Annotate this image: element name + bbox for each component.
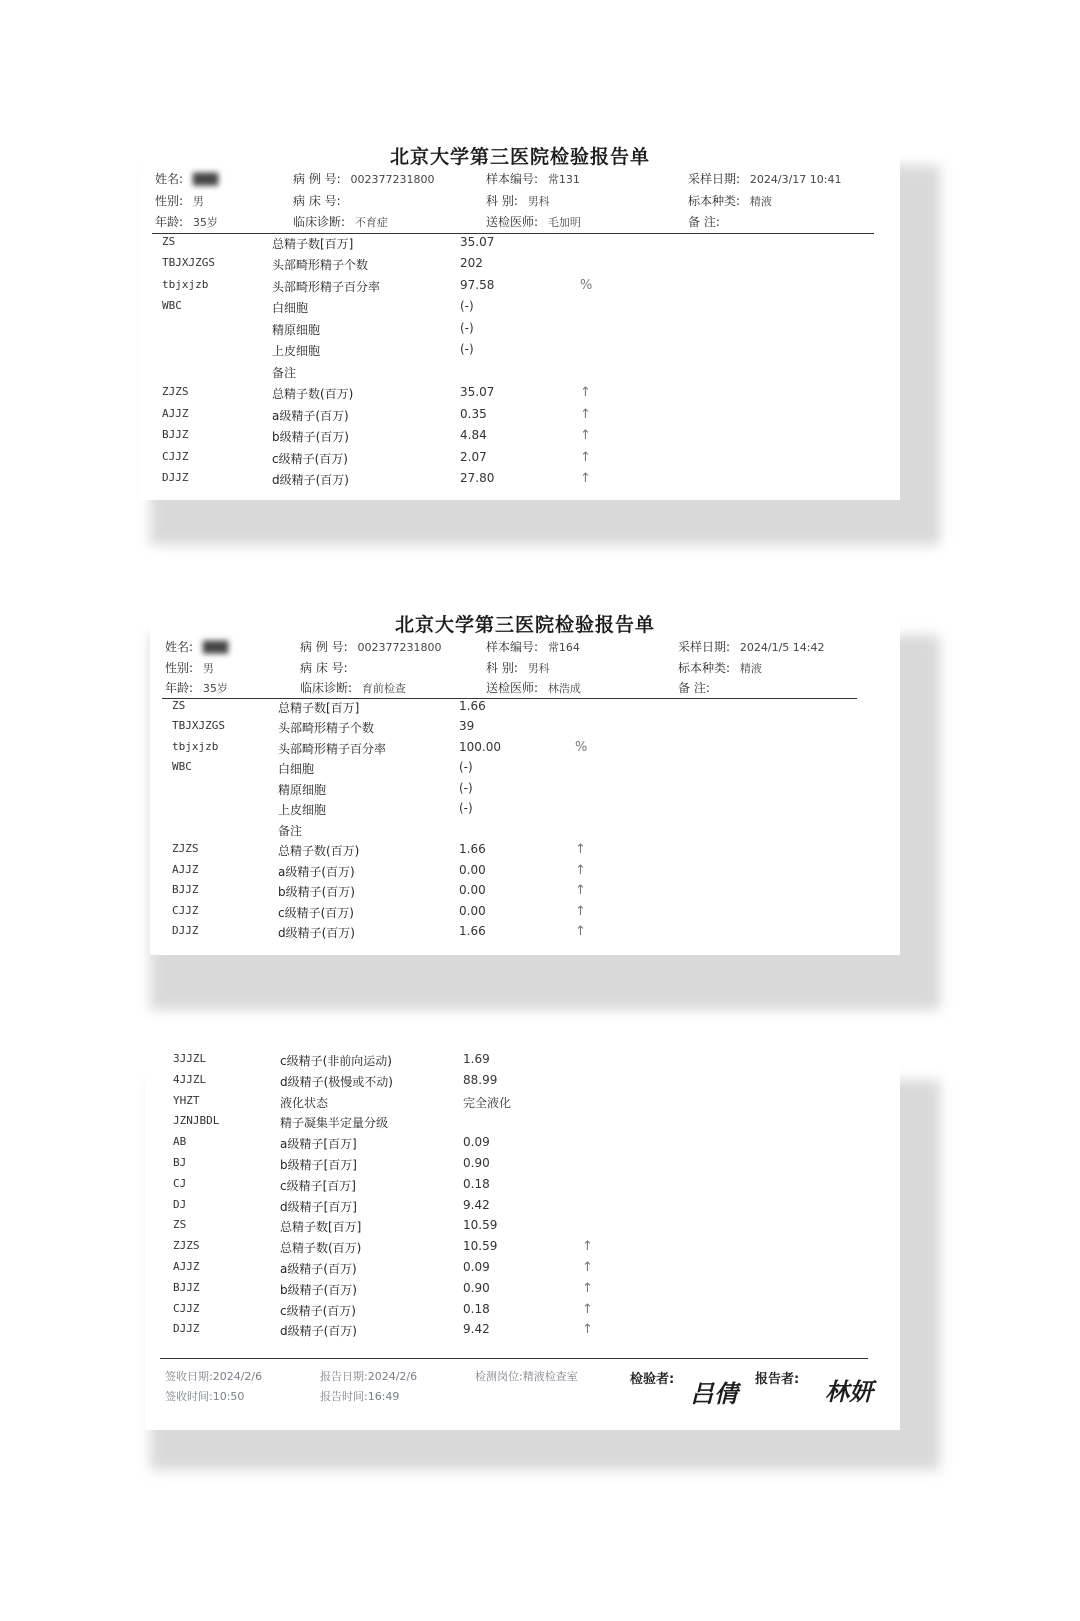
item-name: 总精子数[百万]: [278, 701, 360, 715]
item-code: ZS: [173, 1218, 187, 1231]
item-code: CJJZ: [172, 904, 199, 917]
table-row: [145, 1239, 900, 1261]
item-code: ZS: [162, 235, 176, 248]
item-name: a级精子(百万): [272, 409, 349, 423]
sample-field: [486, 638, 580, 655]
item-name: b级精子(百万): [280, 1283, 357, 1297]
dept-field: [486, 192, 550, 209]
note-label: 备 注:: [688, 215, 720, 229]
doctor-field: [486, 679, 581, 696]
item-code: BJJZ: [162, 428, 189, 441]
report-sheet-3: [145, 1040, 900, 1430]
date-label: 采样日期:: [678, 640, 731, 654]
item-code: YHZT: [173, 1094, 200, 1107]
table-row: [140, 385, 900, 407]
item-code: CJJZ: [162, 450, 189, 463]
dept-label: 科 别:: [486, 194, 518, 208]
item-code: tbjxjzb: [172, 740, 219, 753]
item-value: 2.07: [460, 450, 487, 464]
item-value: 35.07: [460, 385, 495, 399]
date-value: 2024/1/5 14:42: [739, 641, 825, 654]
item-value: 0.90: [463, 1156, 490, 1170]
item-flag: ↑: [575, 863, 586, 878]
table-row: [145, 1094, 900, 1116]
table-row: [145, 1302, 900, 1324]
item-code: CJJZ: [173, 1302, 200, 1315]
sample-value: 常164: [547, 641, 580, 654]
item-flag: ↑: [580, 428, 591, 443]
item-code: 4JJZL: [173, 1073, 207, 1086]
item-code: tbjxjzb: [162, 278, 209, 291]
age-field: [165, 679, 228, 696]
item-flag: ↑: [582, 1322, 593, 1337]
report-title: 北京大学第三医院检验报告单: [394, 614, 655, 636]
table-row: [140, 450, 900, 472]
item-value: 4.84: [460, 428, 487, 442]
gender-value: 男: [192, 195, 204, 208]
item-name: 头部畸形精子个数: [278, 721, 375, 735]
item-name: d级精子(百万): [272, 473, 349, 487]
item-name: 总精子数(百万): [272, 387, 354, 401]
item-code: DJ: [173, 1198, 187, 1211]
item-code: JZNJBDL: [173, 1114, 220, 1127]
item-name: 备注: [278, 824, 303, 838]
table-row: [140, 256, 900, 278]
item-value: (-): [460, 299, 474, 313]
date-label: 采样日期:: [688, 172, 741, 186]
item-value: 9.42: [463, 1198, 490, 1212]
table-row: [150, 781, 900, 803]
table-row: [150, 924, 900, 946]
item-name: d级精子[百万]: [280, 1200, 357, 1214]
table-row: [145, 1281, 900, 1303]
item-value: 202: [460, 256, 483, 270]
table-row: [150, 719, 900, 741]
doctor-field: [486, 213, 581, 230]
item-code: TBJXJZGS: [162, 256, 215, 269]
item-code: WBC: [172, 760, 192, 773]
sample-label: 样本编号:: [486, 640, 539, 654]
diag-value: 育前检查: [361, 682, 406, 695]
item-value: 0.00: [459, 863, 486, 877]
item-value: 10.59: [463, 1239, 498, 1253]
table-row: [150, 863, 900, 885]
table-row: [145, 1135, 900, 1157]
report-sheet-1: [140, 140, 900, 500]
item-name: b级精子(百万): [278, 885, 355, 899]
gender-label: 性别:: [165, 661, 194, 675]
doctor-value: 毛加明: [547, 216, 581, 229]
table-row: [150, 842, 900, 864]
inspector-label: 检验者:: [630, 1372, 675, 1387]
item-code: TBJXJZGS: [172, 719, 225, 732]
table-row: [140, 428, 900, 450]
item-code: ZJZS: [162, 385, 189, 398]
item-value: 39: [459, 719, 475, 733]
item-code: AJJZ: [173, 1260, 200, 1273]
item-code: AB: [173, 1135, 187, 1148]
item-code: ZJZS: [173, 1239, 200, 1252]
table-row: [145, 1218, 900, 1240]
item-code: BJJZ: [172, 883, 199, 896]
item-value: 1.66: [459, 924, 486, 938]
item-name: 白细胞: [278, 762, 315, 776]
item-value: 0.18: [463, 1177, 490, 1191]
item-code: DJJZ: [162, 471, 189, 484]
dept-label: 科 别:: [486, 661, 518, 675]
bed-label: 病 床 号:: [300, 661, 348, 675]
item-name: 总精子数(百万): [280, 1241, 362, 1255]
item-name: 头部畸形精子百分率: [278, 742, 387, 756]
gender-field: [155, 192, 204, 209]
type-field: [688, 192, 772, 209]
date-value: 2024/3/17 10:41: [749, 173, 842, 186]
item-value: 88.99: [463, 1073, 498, 1087]
table-row: [140, 321, 900, 343]
item-value: (-): [460, 321, 474, 335]
item-value: 1.66: [459, 842, 486, 856]
table-row: [145, 1073, 900, 1095]
item-value: 0.09: [463, 1260, 490, 1274]
item-value: (-): [460, 342, 474, 356]
item-name: d级精子(百万): [278, 926, 355, 940]
type-label: 标本种类:: [688, 194, 741, 208]
item-value: 0.00: [459, 904, 486, 918]
dept-value: 男科: [527, 662, 550, 675]
age-label: 年龄:: [155, 215, 184, 229]
diag-field: [300, 679, 406, 696]
note-field: [688, 213, 720, 230]
item-value: 10.59: [463, 1218, 498, 1232]
item-name: c级精子(非前向运动): [280, 1054, 392, 1068]
item-name: a级精子(百万): [278, 865, 355, 879]
type-value: 精液: [739, 662, 762, 675]
item-name: 白细胞: [272, 301, 309, 315]
footer-divider: [160, 1358, 868, 1359]
item-name: 备注: [272, 366, 297, 380]
case-value: 002377231800: [357, 641, 442, 654]
table-row: [145, 1198, 900, 1220]
date-field: [678, 638, 824, 655]
item-name: a级精子[百万]: [280, 1137, 357, 1151]
item-code: BJJZ: [173, 1281, 200, 1294]
report-date: 报告日期:2024/2/6: [320, 1370, 418, 1383]
item-value: (-): [459, 801, 473, 815]
table-row: [150, 904, 900, 926]
table-row: [145, 1156, 900, 1178]
item-name: c级精子[百万]: [280, 1179, 356, 1193]
table-row: [150, 699, 900, 721]
item-code: WBC: [162, 299, 182, 312]
name-redacted: ███: [192, 173, 219, 186]
item-flag: ↑: [580, 407, 591, 422]
item-name: a级精子(百万): [280, 1262, 357, 1276]
name-field: [165, 638, 228, 655]
item-flag: ↑: [580, 385, 591, 400]
table-row: [150, 883, 900, 905]
item-name: d级精子(百万): [280, 1324, 357, 1338]
item-name: 总精子数[百万]: [280, 1220, 362, 1234]
item-value: (-): [459, 781, 473, 795]
recv-date: 签收日期:2024/2/6: [165, 1370, 263, 1383]
item-value: 27.80: [460, 471, 495, 485]
gender-value: 男: [202, 662, 214, 675]
item-value: 0.18: [463, 1302, 490, 1316]
station: 检测岗位:精液检查室: [475, 1370, 578, 1383]
case-label: 病 例 号:: [300, 640, 348, 654]
table-row: [140, 278, 900, 300]
item-name: b级精子(百万): [272, 430, 349, 444]
item-name: c级精子(百万): [278, 906, 354, 920]
item-value: (-): [459, 760, 473, 774]
item-name: d级精子(极慢或不动): [280, 1075, 393, 1089]
table-row: [145, 1322, 900, 1344]
item-name: 总精子数[百万]: [272, 237, 354, 251]
item-name: 液化状态: [280, 1096, 329, 1110]
table-row: [140, 299, 900, 321]
item-flag: ↑: [575, 883, 586, 898]
type-label: 标本种类:: [678, 661, 731, 675]
diag-label: 临床诊断:: [300, 681, 353, 695]
item-name: 头部畸形精子百分率: [272, 280, 381, 294]
sample-label: 样本编号:: [486, 172, 539, 186]
recv-time: 签收时间:10:50: [165, 1390, 245, 1403]
item-flag: ↑: [582, 1239, 593, 1254]
table-row: [145, 1260, 900, 1282]
table-row: [145, 1052, 900, 1074]
item-value: 97.58: [460, 278, 495, 292]
item-value: 35.07: [460, 235, 495, 249]
case-value: 002377231800: [350, 173, 435, 186]
type-value: 精液: [749, 195, 772, 208]
doctor-label: 送检医师:: [486, 215, 539, 229]
gender-label: 性别:: [155, 194, 184, 208]
item-code: CJ: [173, 1177, 187, 1190]
doctor-value: 林浩成: [547, 682, 581, 695]
item-flag: ↑: [582, 1281, 593, 1296]
item-value: 完全液化: [463, 1096, 512, 1110]
item-flag: ↑: [582, 1302, 593, 1317]
item-name: 精原细胞: [278, 783, 327, 797]
table-row: [140, 407, 900, 429]
item-flag: %: [580, 278, 593, 293]
item-name: 精子凝集半定量分级: [280, 1116, 389, 1130]
item-code: DJJZ: [172, 924, 199, 937]
diag-field: [293, 213, 388, 230]
reporter-label: 报告者:: [755, 1372, 800, 1387]
item-flag: ↑: [582, 1260, 593, 1275]
item-code: ZJZS: [172, 842, 199, 855]
age-label: 年龄:: [165, 681, 194, 695]
date-field: [688, 170, 841, 187]
item-flag: ↑: [580, 471, 591, 486]
item-name: c级精子(百万): [280, 1304, 356, 1318]
item-name: 总精子数(百万): [278, 844, 360, 858]
table-row: [140, 364, 900, 386]
item-code: ZS: [172, 699, 186, 712]
age-field: [155, 213, 218, 230]
item-code: DJJZ: [173, 1322, 200, 1335]
item-flag: %: [575, 740, 588, 755]
dept-field: [486, 659, 550, 676]
header-divider: [152, 233, 874, 234]
item-code: AJJZ: [162, 407, 189, 420]
table-row: [150, 760, 900, 782]
case-label: 病 例 号:: [293, 172, 341, 186]
report-sheet-2: [150, 610, 900, 955]
item-code: 3JJZL: [173, 1052, 207, 1065]
report-time: 报告时间:16:49: [320, 1390, 400, 1403]
note-field: [678, 679, 710, 696]
table-row: [150, 740, 900, 762]
report-title: 北京大学第三医院检验报告单: [389, 146, 650, 168]
bed-field: [300, 659, 348, 676]
item-name: 上皮细胞: [278, 803, 327, 817]
reporter-signature: 林妍: [825, 1377, 873, 1406]
item-value: 0.00: [459, 883, 486, 897]
item-flag: ↑: [580, 450, 591, 465]
sample-field: [486, 170, 580, 187]
item-flag: ↑: [575, 904, 586, 919]
item-code: BJ: [173, 1156, 187, 1169]
bed-field: [293, 192, 341, 209]
doctor-label: 送检医师:: [486, 681, 539, 695]
item-name: 上皮细胞: [272, 344, 321, 358]
age-value: 35岁: [202, 682, 228, 695]
name-redacted: ███: [202, 641, 229, 654]
item-value: 0.90: [463, 1281, 490, 1295]
item-name: c级精子(百万): [272, 452, 348, 466]
bed-label: 病 床 号:: [293, 194, 341, 208]
item-value: 0.35: [460, 407, 487, 421]
item-flag: ↑: [575, 924, 586, 939]
table-row: [145, 1114, 900, 1136]
name-label: 姓名:: [155, 172, 184, 186]
dept-value: 男科: [527, 195, 550, 208]
table-row: [140, 342, 900, 364]
item-value: 1.69: [463, 1052, 490, 1066]
table-row: [150, 822, 900, 844]
type-field: [678, 659, 762, 676]
item-code: AJJZ: [172, 863, 199, 876]
diag-label: 临床诊断:: [293, 215, 346, 229]
item-value: 0.09: [463, 1135, 490, 1149]
item-value: 100.00: [459, 740, 501, 754]
table-row: [145, 1177, 900, 1199]
table-row: [150, 801, 900, 823]
gender-field: [165, 659, 214, 676]
item-name: 精原细胞: [272, 323, 321, 337]
item-value: 9.42: [463, 1322, 490, 1336]
case-field: [300, 638, 442, 655]
item-name: b级精子[百万]: [280, 1158, 357, 1172]
name-label: 姓名:: [165, 640, 194, 654]
table-row: [140, 235, 900, 257]
diag-value: 不育症: [354, 216, 388, 229]
case-field: [293, 170, 435, 187]
item-name: 头部畸形精子个数: [272, 258, 369, 272]
name-field: [155, 170, 218, 187]
note-label: 备 注:: [678, 681, 710, 695]
table-row: [140, 471, 900, 493]
inspector-signature: 吕倩: [690, 1379, 738, 1408]
item-flag: ↑: [575, 842, 586, 857]
age-value: 35岁: [192, 216, 218, 229]
item-value: 1.66: [459, 699, 486, 713]
sample-value: 常131: [547, 173, 580, 186]
